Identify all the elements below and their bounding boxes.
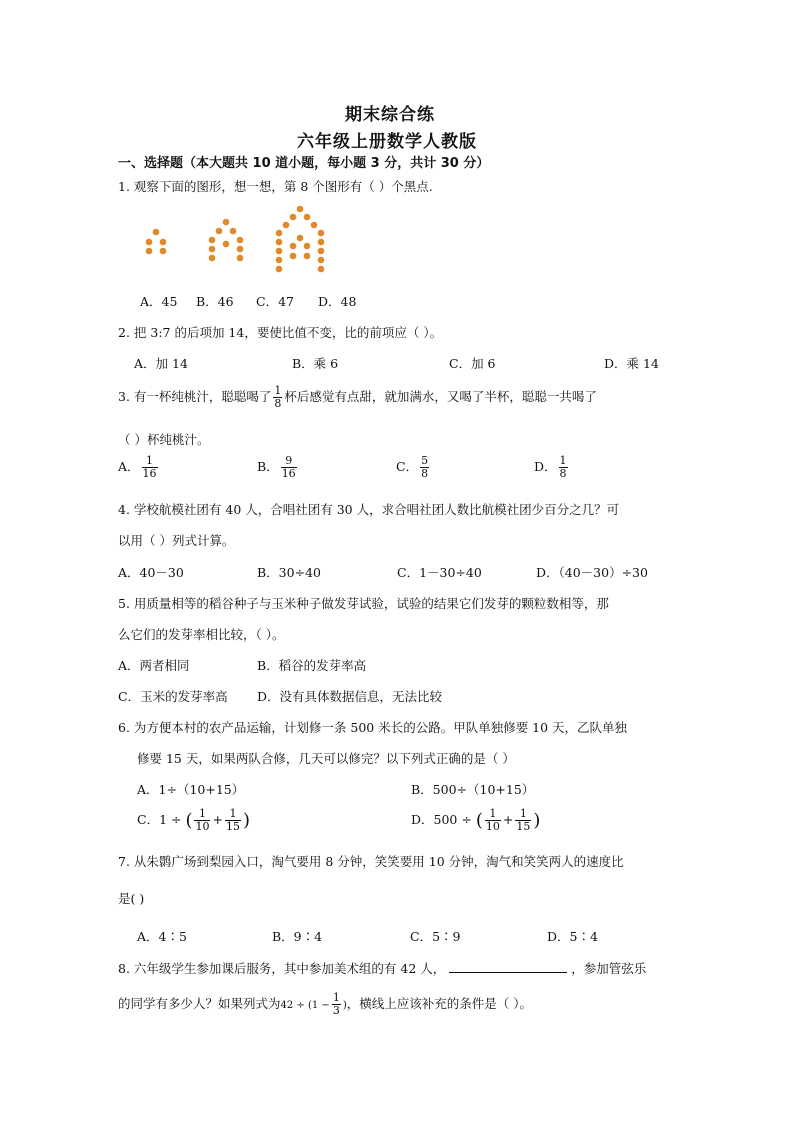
question-2-option-b[interactable]: B．乘 6 [292, 356, 339, 371]
question-3-option-a[interactable]: A． $\frac{1}{16}$ [118, 454, 157, 480]
dot [223, 241, 230, 248]
dot [318, 248, 325, 255]
question-4-option-c[interactable]: C．1－30÷40 [397, 565, 482, 580]
question-5-option-b[interactable]: B．稻谷的发芽率高 [257, 658, 367, 673]
question-4-line1: 4. 学校航模社团有 40 人，合唱社团有 30 人，求合唱社团人数比航模社团少百分之几？可 [118, 502, 620, 517]
option-b[interactable]: B．46 [196, 294, 234, 309]
dot [237, 237, 244, 244]
question-6-option-a[interactable]: A．1÷（10+15） [137, 782, 245, 797]
dot [276, 230, 283, 237]
dot [290, 243, 297, 250]
question-7-option-a[interactable]: A．4∶5 [137, 929, 187, 944]
dot [297, 235, 304, 242]
question-7-option-d[interactable]: D．5∶4 [547, 929, 598, 944]
option-a[interactable]: A．45 [140, 294, 178, 309]
question-4-option-b[interactable]: B．30÷40 [257, 565, 321, 580]
question-4-option-d[interactable]: D．（40－30）÷30 [536, 565, 648, 580]
question-8-line1: 8. 六年级学生参加课后服务，其中参加美术组的有 42 人， ，参加管弦乐 [118, 961, 647, 976]
question-5-line1: 5. 用质量相等的稻谷种子与玉米种子做发芽试验，试验的结果它们发芽的颗粒数相等，那 [118, 596, 609, 611]
dot [297, 206, 304, 213]
question-7-option-c[interactable]: C．5∶9 [410, 929, 461, 944]
dot [209, 246, 216, 253]
dot [153, 229, 160, 236]
dot [216, 228, 223, 235]
question-3-option-c[interactable]: C． $\frac{5}{8}$ [396, 454, 429, 480]
question-2-text: 2. 把 3:7 的后项加 14，要使比值不变，比的前项应（ ）。 [118, 325, 443, 340]
question-3-option-d[interactable]: D． $\frac{1}{8}$ [534, 454, 567, 480]
question-4-option-a[interactable]: A．40－30 [118, 565, 184, 580]
dot [146, 248, 153, 255]
question-1-text: 1. 观察下面的图形，想一想，第 8 个图形有（ ）个黑点. [118, 179, 433, 194]
dot [209, 255, 216, 262]
dot [318, 230, 325, 237]
dot-pattern-dots [146, 206, 325, 273]
question-6-line2: 修要 15 天，如果两队合修，几天可以修完？以下列式正确的是（ ） [137, 751, 515, 766]
dot [223, 219, 230, 226]
dot [276, 257, 283, 264]
question-5-line2: 么它们的发芽率相比较，（ ）。 [118, 627, 285, 642]
question-3-line2: （ ）杯纯桃汁。 [118, 432, 210, 447]
question-7-option-b[interactable]: B．9∶4 [272, 929, 323, 944]
question-4-line2: 以用（ ）列式计算。 [118, 533, 235, 548]
dot [318, 257, 325, 264]
dot [276, 266, 283, 273]
dot [276, 248, 283, 255]
dot [304, 214, 311, 221]
question-7-line1: 7. 从朱鹮广场到梨园入口，淘气要用 8 分钟，笑笑要用 10 分钟，淘气和笑笑两人的速度比 [118, 854, 624, 869]
dot [318, 239, 325, 246]
question-7-line2: 是( ) [118, 891, 145, 906]
section-heading: 一、选择题（本大题共 10 道小题，每小题 3 分，共计 30 分） [118, 156, 490, 171]
dot [290, 253, 297, 260]
dot [304, 243, 311, 250]
dot [237, 246, 244, 253]
page-title: 期末综合练 [345, 105, 435, 125]
question-6-line1: 6. 为方便本村的农产品运输，计划修一条 500 米长的公路。甲队单独修要 10 天，乙队单独 [118, 720, 628, 735]
dot [276, 239, 283, 246]
question-5-option-d[interactable]: D．没有具体数据信息，无法比较 [257, 689, 443, 704]
dot [283, 222, 290, 229]
question-2-option-c[interactable]: C．加 6 [449, 356, 496, 371]
question-3-option-b[interactable]: B． $\frac{9}{16}$ [257, 454, 296, 480]
dot [209, 237, 216, 244]
option-d[interactable]: D．48 [318, 294, 357, 309]
question-6-option-c[interactable]: C．1 ÷ ( $\frac{1}{10}$ + $\frac{1}{15}$ ) [137, 807, 250, 833]
dot [318, 266, 325, 273]
dot [304, 253, 311, 260]
answer-blank[interactable] [449, 960, 567, 973]
dot [160, 248, 167, 255]
question-5-option-a[interactable]: A．两者相同 [118, 658, 190, 673]
option-c[interactable]: C．47 [256, 294, 294, 309]
question-2-option-d[interactable]: D．乘 14 [604, 356, 659, 371]
question-2-option-a[interactable]: A．加 14 [134, 356, 188, 371]
dot [160, 239, 167, 246]
question-3-text: 3. 有一杯纯桃汁，聪聪喝了 $\frac{1}{8}$ 杯后感觉有点甜，就加满水，又喝了半杯，聪聪一共喝了 [118, 384, 597, 410]
question-6-option-b[interactable]: B．500÷（10+15） [411, 782, 535, 797]
fraction: $\frac{1}{8}$ [274, 384, 282, 410]
dot [290, 214, 297, 221]
dot [230, 228, 237, 235]
dot [311, 222, 318, 229]
question-8-line2: 的同学有多少人？如果列式为42 ÷ (1 − $\frac{1}{3}$ )，横线上应该补充的条件是（ ）。 [118, 991, 532, 1017]
dot [146, 239, 153, 246]
question-6-option-d[interactable]: D．500 ÷ ( $\frac{1}{10}$ + $\frac{1}{15}$ ) [411, 807, 541, 833]
dot [237, 255, 244, 262]
question-5-option-c[interactable]: C．玉米的发芽率高 [118, 689, 228, 704]
dot-pattern-figure [140, 202, 340, 278]
page-subtitle: 六年级上册数学人教版 [297, 132, 477, 152]
question-1-options [140, 292, 356, 310]
